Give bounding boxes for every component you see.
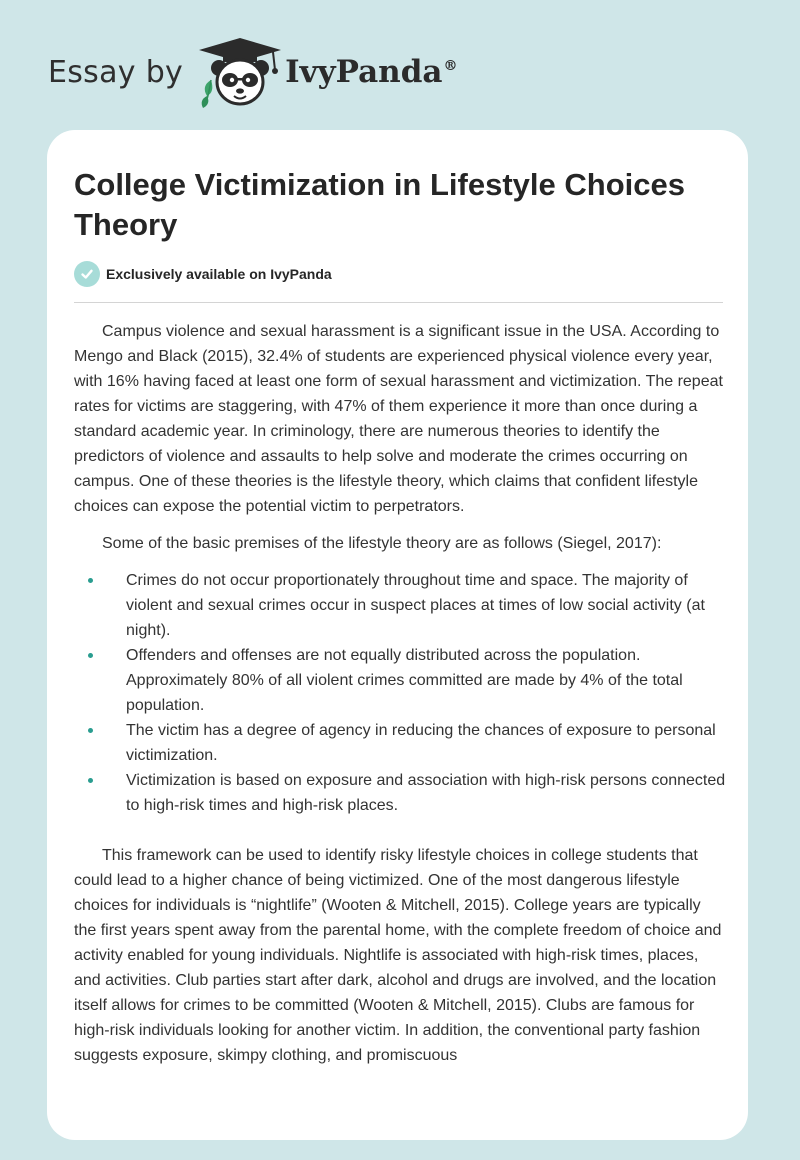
list-item — [126, 568, 726, 643]
list-item — [126, 643, 726, 718]
paragraph: Some of the basic premises of the lifestyle theory are as follows (Siegel, 2017): — [102, 535, 662, 552]
exclusive-label: Exclusively available on IvyPanda — [106, 266, 332, 282]
paragraph: This framework can be used to identify risky lifestyle choices in college students that could lead to a higher chance of being victimized. One of the most dangerous lifestyle choices for individuals is “nightlife” (Wooten & Mitchell, 2015). College years are typically the first years spent away from the parental home, with the complete freedom of choice and activity enabled for young individuals. Nightlife is associated with high-risk times, places, and activities. Club parties start after dark, alcohol and drugs are involved, and the location itself allows for crimes to be committed (Wooten & Mitchell, 2015). Clubs are famous for high-risk individuals looking for another victim. In addition, the conventional party fashion suggests exposure, skimpy clothing, and promiscuous — [74, 847, 722, 1064]
bullet-icon — [88, 778, 93, 783]
page-title: College Victimization in Lifestyle Choices Theory — [74, 167, 685, 242]
exclusive-badge — [74, 261, 332, 287]
registered-mark: ® — [443, 58, 458, 74]
paragraph: Campus violence and sexual harassment is a significant issue in the USA. According to Mengo and Black (2015), 32.4% of students are experienced physical violence every year, with 16% having faced at least one form of sexual harassment and victimization. The repeat rates for victims are staggering, with 47% of them experience it more than once during a standard academic year. In criminology, there are numerous theories to identify the predictors of violence and assaults to help solve and moderate the crimes occurring on campus. One of these theories is the lifestyle theory, which claims that confident lifestyle choices can expose the potential victim to perpetrators. — [74, 323, 723, 515]
list-item-text: Crimes do not occur proportionately throughout time and space. The majority of violent and sexual crimes occur in suspect places at times of low social activity (at night). — [126, 572, 705, 639]
check-icon — [74, 261, 100, 287]
bullet-icon — [88, 728, 93, 733]
list-item — [126, 768, 726, 818]
list-item-text: Offenders and offenses are not equally distributed across the population. Approximately 80% of all violent crimes committed are made by 4% of the total population. — [126, 647, 683, 714]
list-item-text: Victimization is based on exposure and association with high-risk persons connected to high-risk times and high-risk places. — [126, 772, 726, 814]
divider — [74, 302, 723, 303]
essay-card — [47, 130, 748, 1140]
panda-logo-icon[interactable] — [197, 36, 283, 108]
list-item — [126, 718, 726, 768]
brand-name[interactable]: IvyPanda® — [285, 54, 458, 90]
bullet-icon — [88, 578, 93, 583]
premises-list — [74, 568, 726, 818]
list-item-text: The victim has a degree of agency in reducing the chances of exposure to personal victimization. — [126, 722, 716, 764]
article-body — [74, 319, 726, 1068]
bullet-icon — [88, 653, 93, 658]
essay-by-label: Essay by — [48, 54, 184, 90]
site-header — [48, 36, 548, 108]
